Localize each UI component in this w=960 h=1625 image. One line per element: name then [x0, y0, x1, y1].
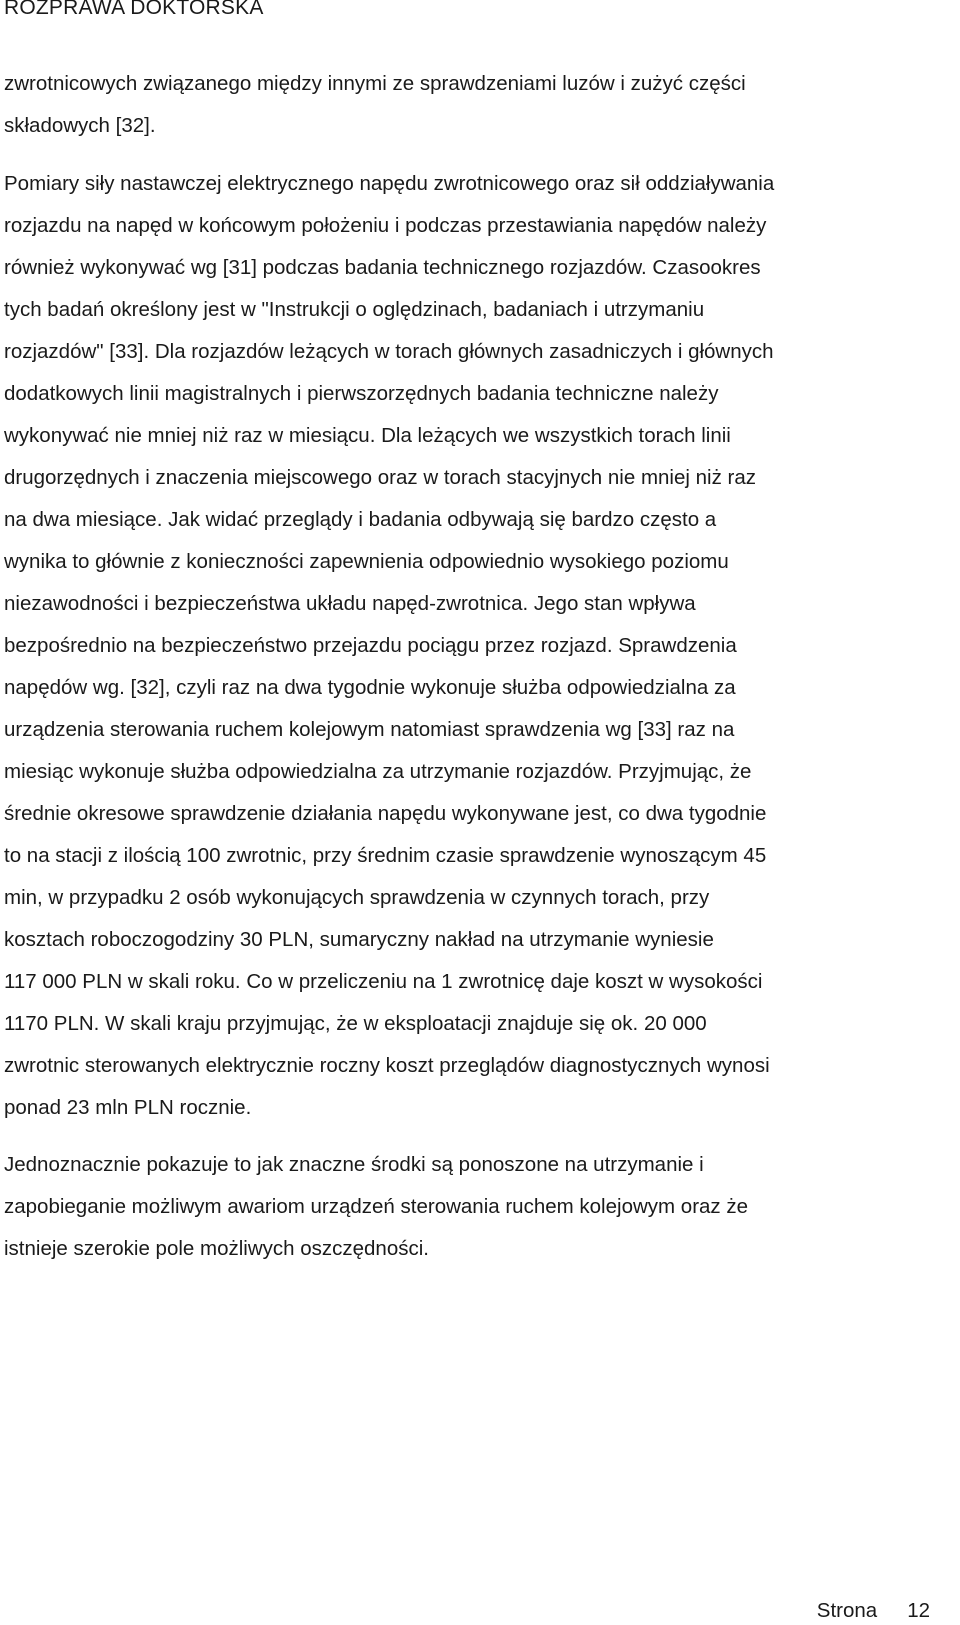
text-line: średnie okresowe sprawdzenie działania napędu wykonywane jest, co dwa tygodnie [4, 802, 767, 825]
page-label: Strona [816, 1599, 878, 1622]
text-line: miesiąc wykonuje służba odpowiedzialna za utrzymanie rozjazdów. Przyjmując, że [4, 760, 752, 783]
text-line: zwrotnic sterowanych elektrycznie roczny koszt przeglądów diagnostycznych wynosi [4, 1054, 770, 1077]
text-line: tych badań określony jest w "Instrukcji o oględzinach, badaniach i utrzymaniu [4, 298, 705, 321]
text-line: zapobieganie możliwym awariom urządzeń sterowania ruchem kolejowym oraz że [4, 1195, 749, 1218]
text-line: Pomiary siły nastawczej elektrycznego napędu zwrotnicowego oraz sił oddziaływania [4, 172, 775, 195]
text-line: dodatkowych linii magistralnych i pierwszorzędnych badania techniczne należy [4, 382, 719, 405]
text-line: ponad 23 mln PLN rocznie. [4, 1096, 252, 1119]
text-line: rozjazdu na napęd w końcowym położeniu i podczas przestawiania napędów należy [4, 214, 767, 237]
text-line: na dwa miesiące. Jak widać przeglądy i badania odbywają się bardzo często a [4, 508, 717, 531]
text-line: zwrotnicowych związanego między innymi ze sprawdzeniami luzów i zużyć części [4, 72, 746, 95]
text-line: wynika to głównie z konieczności zapewnienia odpowiednio wysokiego poziomu [4, 550, 729, 573]
text-line: wykonywać nie mniej niż raz w miesiącu. Dla leżących we wszystkich torach linii [4, 424, 731, 447]
text-line: to na stacji z ilością 100 zwrotnic, przy średnim czasie sprawdzenie wynoszącym 45 [4, 844, 767, 867]
text-line: Jednoznacznie pokazuje to jak znaczne środki są ponoszone na utrzymanie i [4, 1153, 704, 1176]
text-line: urządzenia sterowania ruchem kolejowym natomiast sprawdzenia wg [33] raz na [4, 718, 735, 741]
text-line: rozjazdów" [33]. Dla rozjazdów leżących w torach głównych zasadniczych i głównych [4, 340, 774, 363]
text-line: istnieje szerokie pole możliwych oszczędności. [4, 1237, 429, 1260]
text-line: 1170 PLN. W skali kraju przyjmując, że w eksploatacji znajduje się ok. 20 000 [4, 1012, 707, 1035]
text-line: 117 000 PLN w skali roku. Co w przeliczeniu na 1 zwrotnicę daje koszt w wysokości [4, 970, 763, 993]
text-line: napędów wg. [32], czyli raz na dwa tygodnie wykonuje służba odpowiedzialna za [4, 676, 736, 699]
text-line: niezawodności i bezpieczeństwa układu napęd-zwrotnica. Jego stan wpływa [4, 592, 696, 615]
page-footer [817, 1597, 930, 1625]
text-line: bezpośrednio na bezpieczeństwo przejazdu pociągu przez rozjazd. Sprawdzenia [4, 634, 737, 657]
page-header: ROZPRAWA DOKTORSKA [4, 0, 264, 19]
text-line: kosztach roboczogodziny 30 PLN, sumaryczny nakład na utrzymanie wyniesie [4, 928, 714, 951]
text-line: składowych [32]. [4, 114, 156, 137]
page-number: 12 [907, 1599, 930, 1622]
text-line: drugorzędnych i znaczenia miejscowego oraz w torach stacyjnych nie mniej niż raz [4, 466, 757, 489]
text-line: min, w przypadku 2 osób wykonujących sprawdzenia w czynnych torach, przy [4, 886, 710, 909]
text-line: również wykonywać wg [31] podczas badania technicznego rozjazdów. Czasookres [4, 256, 761, 279]
